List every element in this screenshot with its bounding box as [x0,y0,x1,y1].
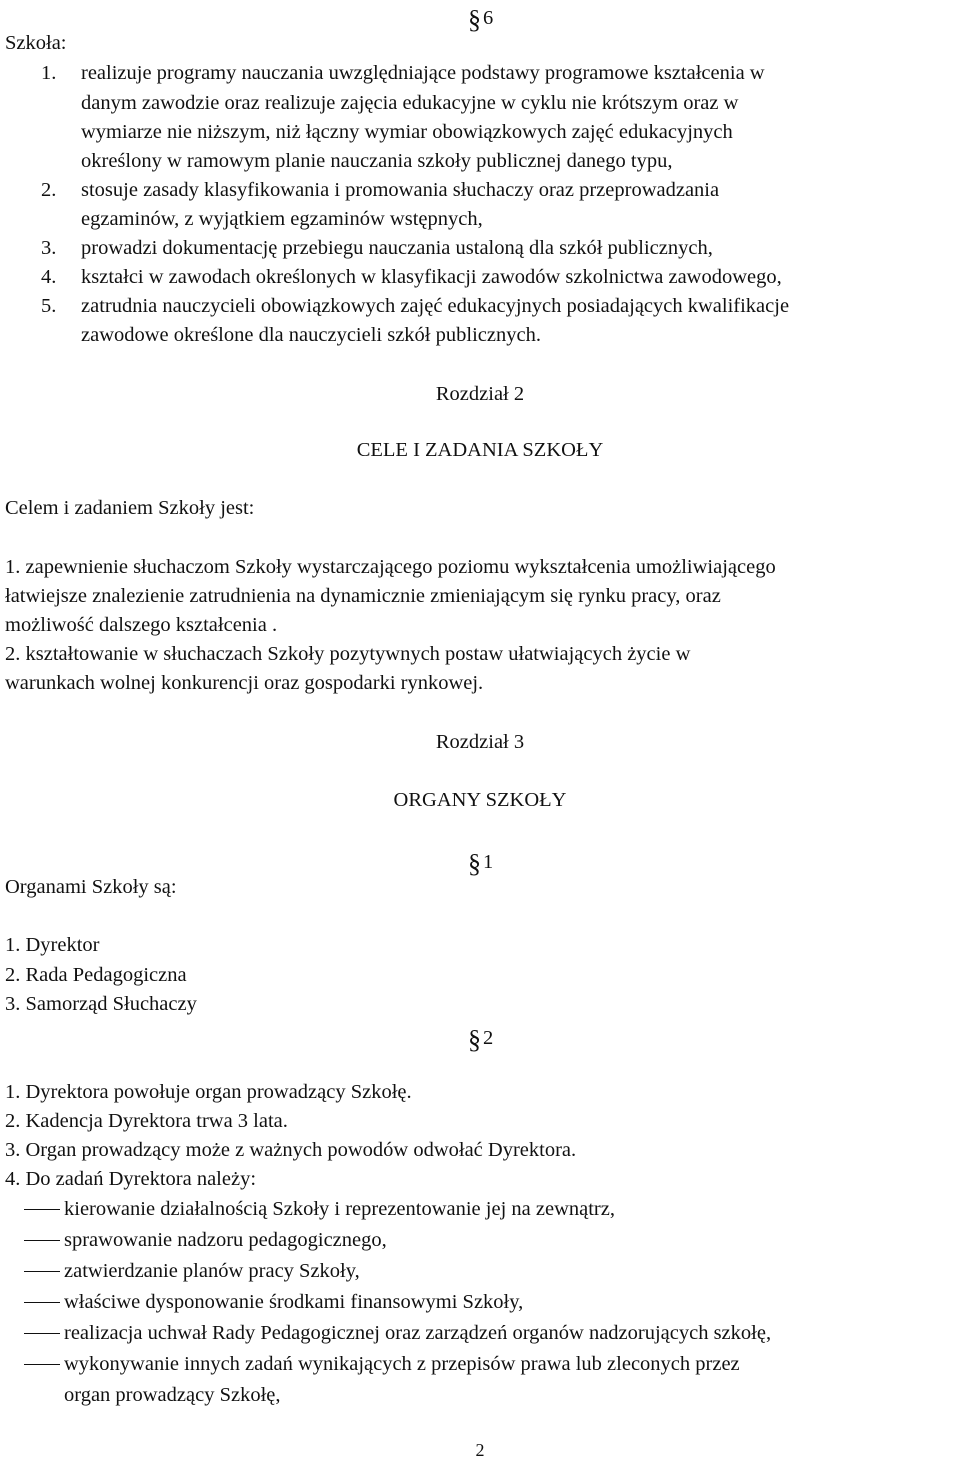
director-item: 3. Organ prowadzący może z ważnych powodów odwołać Dyrektora. [5,1139,577,1161]
list-item-line: zawodowe określone dla nauczycieli szkół publicznych. [81,324,541,346]
section-2-heading [468,1023,494,1054]
organ-item: 2. Rada Pedagogiczna [5,964,187,986]
section-number: 2 [483,1027,494,1049]
list-item-line: realizuje programy nauczania uwzględniające podstawy programowe kształcenia w [81,62,765,84]
duty-text: właściwe dysponowanie środkami finansowymi Szkoły, [64,1291,524,1313]
chapter-2-title: CELE I ZADANIA SZKOŁY [356,439,604,461]
dash-bullet-icon [24,1209,60,1210]
duty-text: realizacja uchwał Rady Pedagogicznej oraz zarządzeń organów nadzorujących szkołę, [64,1322,772,1344]
goals-line: 1. zapewnienie słuchaczom Szkoły wystarczającego poziomu wykształcenia umożliwiającego [5,556,776,578]
dash-bullet-icon [24,1302,60,1303]
duty-text: kierowanie działalnością Szkoły i reprezentowanie jej na zewnątrz, [64,1198,615,1220]
duty-item [24,1261,360,1282]
section-6-heading [468,3,494,34]
duty-text: sprawowanie nadzoru pedagogicznego, [64,1229,387,1251]
list-item-number: 4. [41,266,57,288]
page-number: 2 [475,1440,485,1460]
list-item-line: wymiarze nie niższym, niż łączny wymiar obowiązkowych zajęć edukacyjnych [81,121,733,143]
duty-item [24,1354,740,1375]
list-item-number: 3. [41,237,57,259]
chapter-3-label: Rozdział 3 [435,731,525,753]
organs-intro: Organami Szkoły są: [5,876,177,898]
section-number: 1 [483,851,494,873]
duty-item [24,1199,615,1220]
list-item-line: zatrudnia nauczycieli obowiązkowych zajęć edukacyjnych posiadających kwalifikacje [81,295,790,317]
organ-item: 1. Dyrektor [5,934,100,956]
section-1-heading [468,847,494,878]
duty-continuation: organ prowadzący Szkołę, [64,1384,281,1406]
school-label: Szkoła: [5,32,67,54]
director-item: 1. Dyrektora powołuje organ prowadzący Szkołę. [5,1081,412,1103]
section-number: 6 [483,7,494,29]
goals-line: możliwość dalszego kształcenia . [5,614,278,636]
list-item-number: 1. [41,62,57,84]
list-item-line: stosuje zasady klasyfikowania i promowania słuchaczy oraz przeprowadzania [81,179,720,201]
section-symbol: § [468,5,481,34]
list-item-line: egzaminów, z wyjątkiem egzaminów wstępnych, [81,208,483,230]
director-item: 4. Do zadań Dyrektora należy: [5,1168,257,1190]
duty-item [24,1292,523,1313]
list-item-number: 5. [41,295,57,317]
list-item-line: kształci w zawodach określonych w klasyfikacji zawodów szkolnictwa zawodowego, [81,266,782,288]
duty-item [24,1323,771,1344]
dash-bullet-icon [24,1271,60,1272]
goals-line: 2. kształtowanie w słuchaczach Szkoły pozytywnych postaw ułatwiających życie w [5,643,691,665]
dash-bullet-icon [24,1333,60,1334]
director-item: 2. Kadencja Dyrektora trwa 3 lata. [5,1110,288,1132]
dash-bullet-icon [24,1240,60,1241]
goals-line: warunkach wolnej konkurencji oraz gospodarki rynkowej. [5,672,484,694]
duty-item [24,1230,387,1251]
section-symbol: § [468,1025,481,1054]
goals-line: łatwiejsze znalezienie zatrudnienia na dynamicznie zmieniającym się rynku pracy, oraz [5,585,721,607]
chapter-3-title: ORGANY SZKOŁY [393,789,567,811]
duty-text: wykonywanie innych zadań wynikających z przepisów prawa lub zleconych przez [64,1353,740,1375]
goals-intro: Celem i zadaniem Szkoły jest: [5,497,255,519]
list-item-line: określony w ramowym planie nauczania szkoły publicznej danego typu, [81,150,673,172]
list-item-line: prowadzi dokumentację przebiegu nauczania ustaloną dla szkół publicznych, [81,237,713,259]
list-item-number: 2. [41,179,57,201]
section-symbol: § [468,849,481,878]
list-item-line: danym zawodzie oraz realizuje zajęcia edukacyjne w cyklu nie krótszym oraz w [81,92,739,114]
chapter-2-label: Rozdział 2 [435,383,525,405]
dash-bullet-icon [24,1364,60,1365]
organ-item: 3. Samorząd Słuchaczy [5,993,197,1015]
duty-text: zatwierdzanie planów pracy Szkoły, [64,1260,360,1282]
